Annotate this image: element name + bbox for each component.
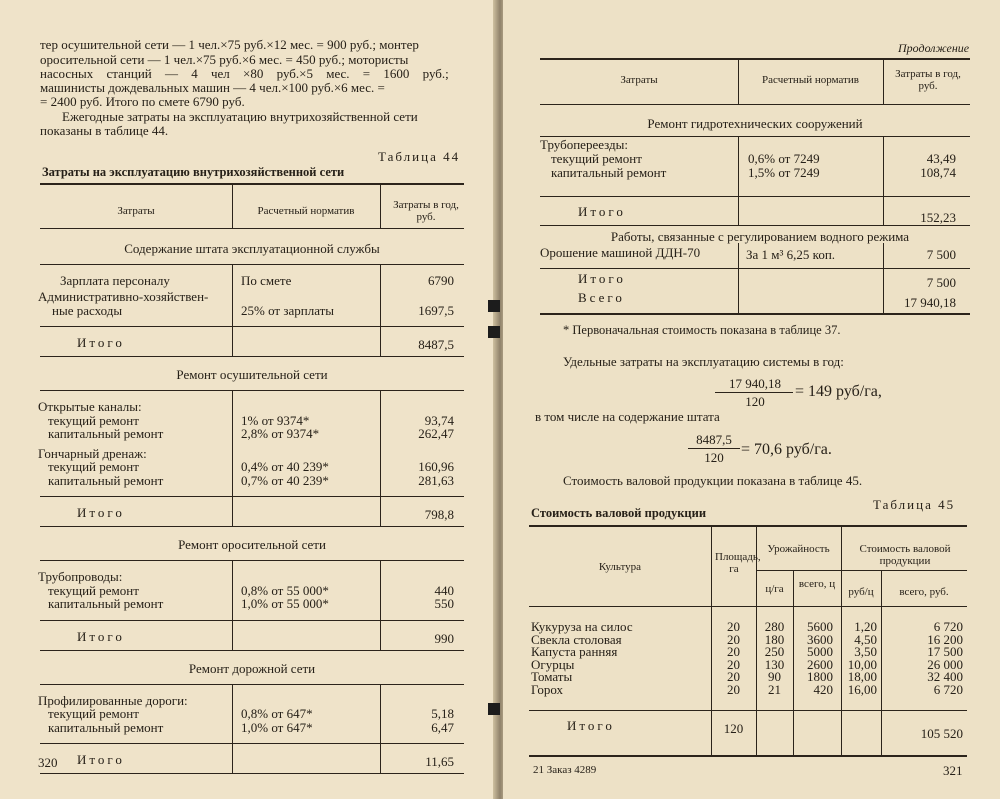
row-name: Административно-хозяйствен- [38, 289, 209, 304]
header-value: Стоимость валовой продукции [859, 543, 951, 567]
header-yearly: Затраты в год, руб. [393, 199, 459, 223]
header-norm: Расчетный норматив [257, 205, 355, 217]
row-name: текущий ремонт [551, 151, 642, 166]
row-norm: 2,8% от 9374* [241, 426, 320, 441]
row-name: Открытые каналы: [38, 399, 142, 414]
table-row-price: 3,50 [854, 644, 877, 660]
row-norm: 0,6% от 7249 [748, 151, 820, 166]
row-norm: 1,0% от 55 000* [241, 596, 329, 611]
intro-line: тер осушительной сети — 1 чел.×75 руб.×12 мес. = 900 руб.; монтер [40, 37, 419, 52]
row-name: капитальный ремонт [48, 596, 164, 611]
row-name: Профилированные дороги: [38, 692, 188, 708]
table-row-total: 16 200 [927, 631, 963, 647]
table-row-total: 26 000 [927, 656, 963, 672]
table-row-yield-per-ha: 21 [768, 682, 781, 697]
table-row-area: 20 [727, 644, 740, 660]
table-row-price: 16,00 [847, 682, 877, 697]
total-label: Итого [77, 752, 125, 767]
row-norm: 0,4% от 40 239* [241, 459, 329, 474]
section-title: Ремонт оросительной сети [178, 537, 326, 552]
intro-line: оросительной сети — 1 чел.×75 руб.×6 мес. = 450 руб.; мотористы [40, 52, 409, 67]
row-value: 6,47 [431, 719, 454, 735]
right-page [503, 0, 1000, 799]
table-row-area: 20 [727, 656, 740, 672]
row-name: текущий ремонт [48, 412, 139, 428]
section-title: Ремонт дорожной сети [188, 660, 316, 676]
printer-signature: 21 Заказ 4289 [533, 764, 597, 776]
intro-line: = 2400 руб. Итого по смете 6790 руб. [40, 94, 245, 109]
row-name: капитальный ремонт [48, 426, 164, 441]
table-row-culture: Томаты [531, 669, 573, 685]
row-norm: По смете [241, 273, 292, 288]
table-45-title: Стоимость валовой продукции [531, 506, 707, 520]
row-value: 7 500 [926, 247, 956, 262]
row-value: 108,74 [920, 165, 956, 180]
footnote: * Первоначальная стоимость показана в таблице 37. [563, 323, 841, 337]
table-row-yield-per-ha: 180 [764, 631, 785, 647]
header-norm: Расчетный норматив [762, 74, 859, 86]
table-44-title: Затраты на эксплуатацию внутрихозяйственной сети [42, 165, 345, 179]
row-value: 5,18 [431, 706, 454, 721]
header-culture: Культура [598, 561, 642, 573]
table-row-yield-total: 3600 [807, 631, 833, 647]
table-row-culture: Капуста ранняя [531, 644, 618, 660]
fraction-result: = 70,6 руб/га. [741, 441, 832, 458]
row-value: 1697,5 [418, 302, 454, 318]
row-name: Трубопереезды: [540, 137, 629, 152]
row-value: 550 [434, 596, 454, 611]
total-value: 990 [434, 630, 454, 646]
row-norm: 0,8% от 55 000* [241, 582, 329, 598]
table-row-culture: Горох [531, 682, 564, 697]
row-value: 6790 [428, 273, 454, 288]
row-value: 93,74 [424, 412, 454, 428]
table-row-yield-total: 420 [813, 682, 833, 697]
table-row-total: 32 400 [927, 669, 963, 685]
row-name: Трубопроводы: [38, 569, 123, 584]
table-row-yield-per-ha: 90 [768, 669, 781, 685]
page-number-right: 321 [943, 763, 963, 778]
table-row-yield-per-ha: 130 [764, 656, 785, 672]
row-value: 43,49 [926, 151, 956, 166]
header-area: Площадь, га [715, 551, 761, 575]
row-norm: 0,7% от 40 239* [241, 472, 329, 488]
row-name: капитальный ремонт [551, 165, 667, 180]
row-value: 262,47 [418, 426, 454, 441]
table-row-total: 6 720 [933, 619, 963, 634]
total-label: Итого [77, 628, 125, 644]
intro-line: машинисты дождевальных машин — 4 чел.×100 руб.×6 мес. = [40, 80, 385, 95]
table-row-area: 20 [727, 682, 740, 697]
table-row-yield-per-ha: 250 [764, 644, 785, 660]
total-value: 11,65 [425, 754, 454, 769]
row-name: капитальный ремонт [48, 472, 164, 488]
total-value: 798,8 [424, 507, 454, 522]
header-price: руб/ц [848, 586, 874, 598]
table-row-yield-total: 2600 [807, 656, 833, 672]
page-number-left: 320 [38, 755, 58, 770]
total-area: 120 [723, 721, 744, 736]
total-label: Итого [578, 204, 626, 219]
table-row-culture: Свекла столовая [531, 631, 622, 647]
row-norm: 25% от зарплаты [241, 302, 335, 318]
total-value: 152,23 [920, 210, 956, 225]
table-row-area: 20 [727, 631, 740, 647]
table-row-total: 6 720 [933, 682, 963, 697]
total-label: Итого [77, 335, 125, 350]
left-page [0, 0, 497, 799]
total-value: 8487,5 [418, 337, 454, 352]
row-name: Зарплата персоналу [60, 273, 170, 288]
binding-mark [488, 300, 500, 312]
fraction-result: = 149 руб/га, [795, 383, 882, 400]
row-norm: 1% от 9374* [241, 412, 310, 428]
row-value: 160,96 [418, 459, 454, 474]
section-title: Ремонт осушительной сети [176, 367, 328, 382]
intro-line: насосных станций — 4 чел ×80 руб.×5 мес. = 1600 руб.; [40, 66, 449, 81]
total-label: Итого [77, 505, 125, 520]
row-name: текущий ремонт [48, 706, 139, 721]
row-norm: За 1 м³ 6,25 коп. [746, 247, 836, 262]
table-row-yield-total: 1800 [807, 669, 833, 685]
section-title: Ремонт гидротехнических сооружений [647, 116, 863, 131]
table-row-price: 18,00 [847, 669, 877, 685]
table-row-yield-total: 5000 [807, 644, 833, 660]
total-value: 7 500 [926, 275, 956, 290]
row-name: Орошение машиной ДДН-70 [540, 245, 701, 260]
fraction-numerator: 17 940,18 [729, 376, 781, 391]
total-label: Итого [567, 718, 615, 733]
section-title: Работы, связанные с регулированием водного режима [610, 229, 910, 244]
gross-product-text: Стоимость валовой продукции показана в таблице 45. [563, 473, 863, 488]
header-total-rub: всего, руб. [899, 586, 949, 598]
fraction-denominator: 120 [745, 394, 765, 409]
header-costs: Затраты [620, 74, 658, 86]
row-name: Гончарный дренаж: [38, 445, 147, 461]
table-45-label: Таблица 45 [873, 497, 956, 512]
binding-mark [488, 703, 500, 715]
table-row-price: 4,50 [854, 631, 877, 647]
table-row-price: 10,00 [847, 656, 877, 672]
row-value: 281,63 [418, 472, 454, 488]
including-text: в том числе на содержание штата [535, 409, 720, 424]
header-costs: Затраты [117, 205, 155, 217]
continued-label: Продолжение [898, 41, 970, 55]
header-yield-total: всего, ц [798, 578, 836, 590]
row-name: текущий ремонт [48, 582, 139, 598]
row-name: текущий ремонт [48, 459, 139, 474]
table-row-total: 17 500 [927, 644, 963, 660]
intro-line: Ежегодные затраты на эксплуатацию внутрихозяйственной сети [62, 109, 418, 124]
grand-total-label: Всего [578, 290, 625, 305]
table-44-label: Таблица 44 [378, 149, 461, 164]
row-norm: 1,5% от 7249 [748, 165, 820, 180]
grand-total-value: 17 940,18 [904, 295, 956, 310]
header-yield-per-ha: ц/га [765, 583, 784, 595]
row-value: 440 [434, 582, 454, 598]
table-row-culture: Огурцы [531, 656, 575, 672]
table-row-yield-total: 5600 [807, 619, 833, 634]
table-row-yield-per-ha: 280 [764, 619, 785, 634]
header-yield: Урожайность [767, 543, 830, 555]
table-row-area: 20 [727, 669, 740, 685]
row-norm: 1,0% от 647* [241, 719, 313, 735]
table-row-price: 1,20 [854, 619, 877, 634]
table-row-culture: Кукуруза на силос [531, 619, 633, 634]
total-label: Итого [578, 271, 626, 286]
fraction-numerator: 8487,5 [696, 432, 732, 447]
row-name: капитальный ремонт [48, 719, 164, 735]
intro-line: показаны в таблице 44. [40, 123, 169, 138]
fraction-denominator: 120 [704, 450, 724, 465]
table-row-area: 20 [727, 619, 740, 634]
section-title: Содержание штата эксплуатационной службы [124, 241, 380, 256]
row-name: ные расходы [52, 302, 123, 318]
row-norm: 0,8% от 647* [241, 706, 313, 721]
binding-mark [488, 326, 500, 338]
specific-costs-text: Удельные затраты на эксплуатацию системы в год: [563, 354, 844, 369]
total-value: 105 520 [920, 726, 963, 741]
header-yearly: Затраты в год, руб. [895, 68, 961, 92]
